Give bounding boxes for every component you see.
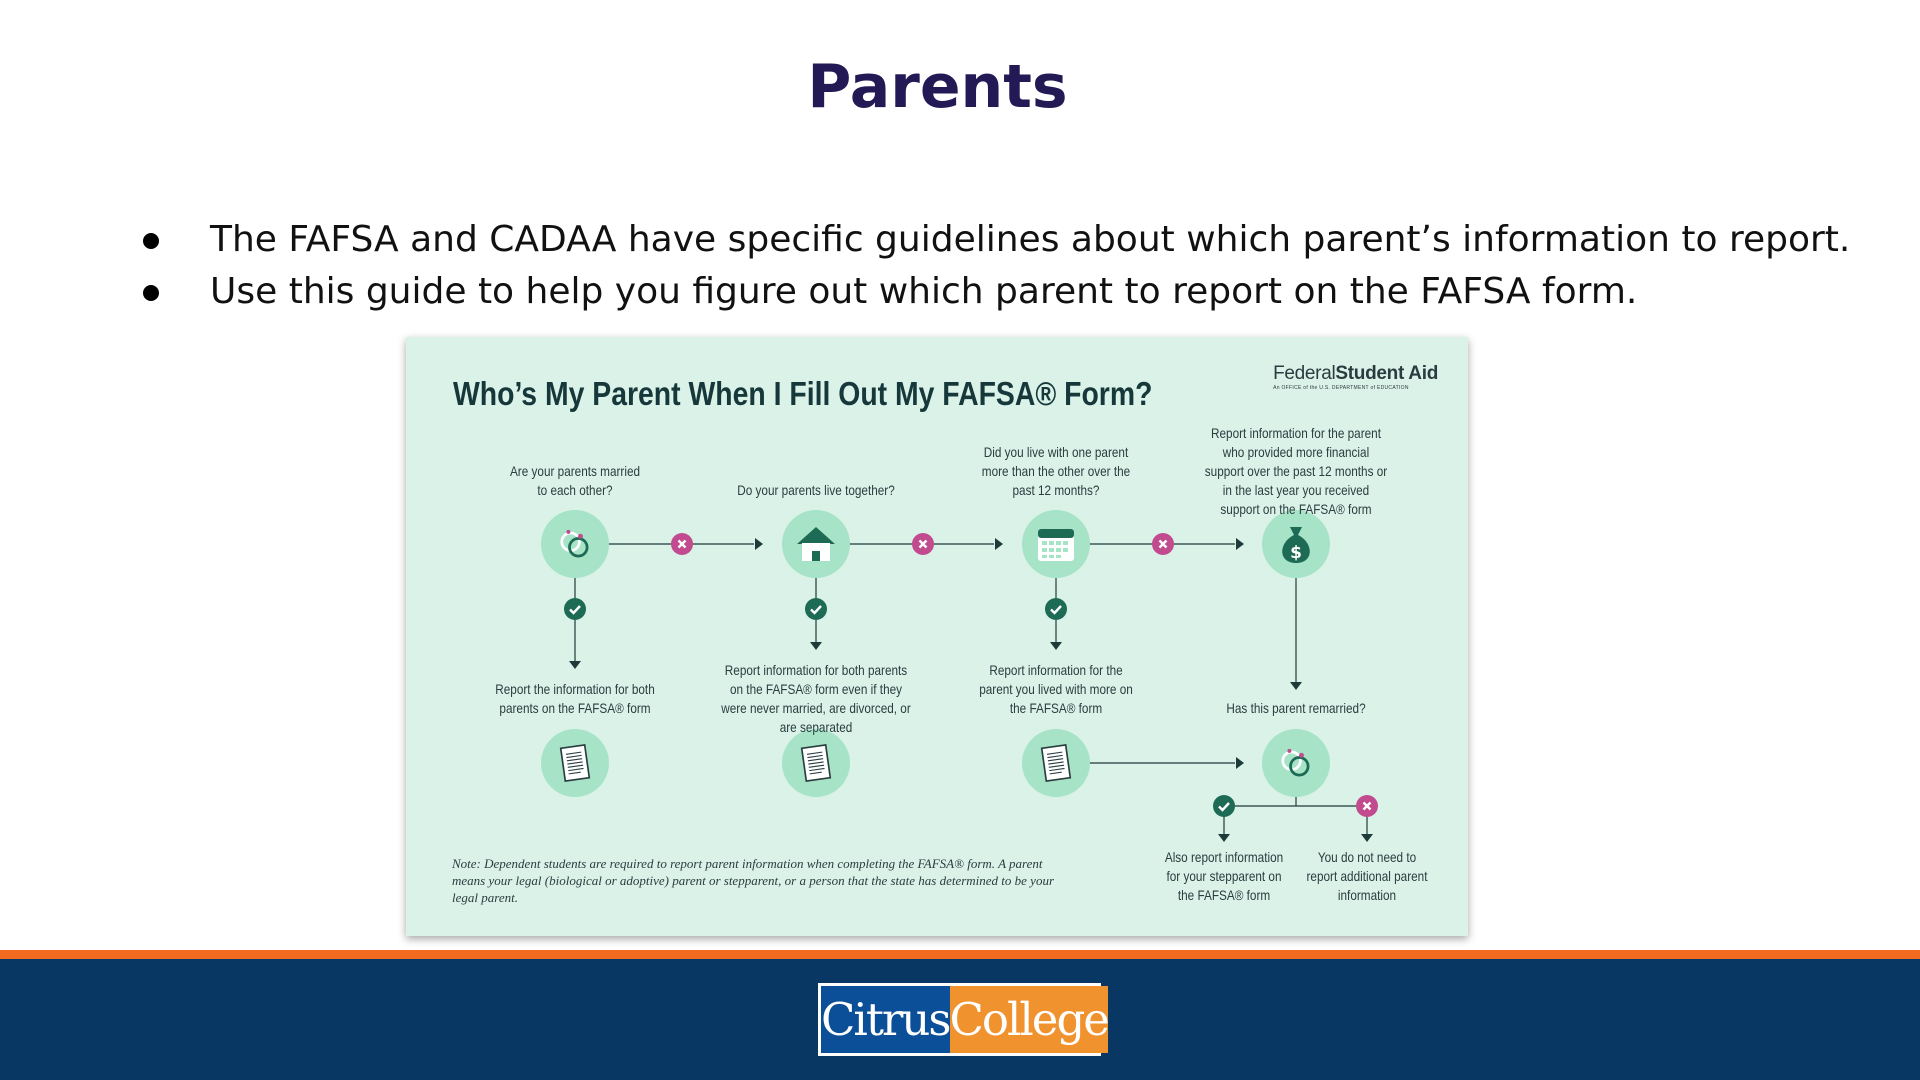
check-icon	[805, 598, 827, 620]
connector-lines	[575, 544, 1367, 835]
bullet-list	[138, 214, 1898, 318]
document-icon	[1042, 745, 1071, 781]
arrow-head	[810, 642, 822, 650]
arrowheads	[569, 538, 1373, 842]
svg-text:$: $	[1290, 543, 1302, 563]
question-parents-live-together: Do your parents live together?	[737, 482, 895, 498]
logo-text-regular: Federal	[1273, 363, 1336, 384]
x-icon	[912, 533, 934, 555]
arrow-head	[1236, 538, 1244, 550]
bullet-dot	[143, 285, 159, 301]
citrus-college-logo	[818, 983, 1108, 1056]
bullet-dot	[143, 233, 159, 249]
federal-student-aid-logo	[1273, 363, 1438, 391]
logo-citrus: Citrus	[821, 986, 950, 1053]
logo-text-bold: Student Aid	[1335, 363, 1438, 384]
arrow-head	[1361, 834, 1373, 842]
arrow-head	[1236, 757, 1244, 769]
outcome-report-both-parents: Report the information for both parents on the FAFSA® form	[495, 681, 655, 716]
infographic-note: Note: Dependent students are required to report parent information when completing the FAFSA® form. A parent means your legal (biological or adoptive) parent or stepparent, or a person that the state has determined to be your legal parent.	[452, 856, 1055, 905]
x-icon	[671, 533, 693, 555]
outcome-no-additional-info: You do not need to report additional parent information	[1306, 849, 1428, 903]
bullet-text: Use this guide to help you figure out which parent to report on the FAFSA form.	[210, 271, 1638, 312]
check-icon	[1045, 598, 1067, 620]
bullet-item	[138, 214, 1898, 266]
slide-title: Parents	[807, 52, 1068, 122]
document-icon	[802, 745, 831, 781]
question-parent-remarried: Has this parent remarried?	[1226, 700, 1366, 716]
logo-college: College	[950, 986, 1108, 1053]
document-icon	[561, 745, 590, 781]
check-icon	[1213, 795, 1235, 817]
arrow-head	[1050, 642, 1062, 650]
icon-circle	[1262, 729, 1330, 797]
footer-orange-stripe	[0, 950, 1920, 959]
question-lived-with-one-parent: Did you live with one parent more than the other over the past 12 months?	[981, 444, 1131, 498]
calendar-icon	[1038, 529, 1074, 561]
check-icon	[564, 598, 586, 620]
question-parents-married: Are your parents married to each other?	[509, 463, 641, 498]
arrow-head	[1290, 682, 1302, 690]
outcome-report-parent-lived-with: Report information for the parent you lived with more on the FAFSA® form	[979, 662, 1133, 716]
arrow-head	[755, 538, 763, 550]
outcome-report-stepparent: Also report information for your stepparent on the FAFSA® form	[1164, 849, 1284, 903]
logo-tagline: An OFFICE of the U.S. DEPARTMENT of EDUCATION	[1273, 385, 1409, 391]
icon-circle	[541, 510, 609, 578]
bullet-item	[138, 266, 1898, 318]
arrow-head	[1218, 834, 1230, 842]
outcome-financial-support-parent: Report information for the parent who provided more financial support over the past 12 months or in the last year you received support on the FAFSA® form	[1204, 425, 1388, 517]
icon-circles	[541, 510, 1330, 797]
bullet-text: The FAFSA and CADAA have specific guidelines about which parent’s information to report.	[210, 219, 1851, 260]
outcome-report-both-parents-any-status: Report information for both parents on the FAFSA® form even if they were never married, are divorced, or are separated	[721, 662, 911, 735]
x-icon	[1152, 533, 1174, 555]
x-icon	[1356, 795, 1378, 817]
infographic-title: Who’s My Parent When I Fill Out My FAFSA® Form?	[453, 375, 1153, 412]
arrow-head	[995, 538, 1003, 550]
parent-flowchart-infographic	[406, 337, 1468, 936]
arrow-head	[569, 661, 581, 669]
